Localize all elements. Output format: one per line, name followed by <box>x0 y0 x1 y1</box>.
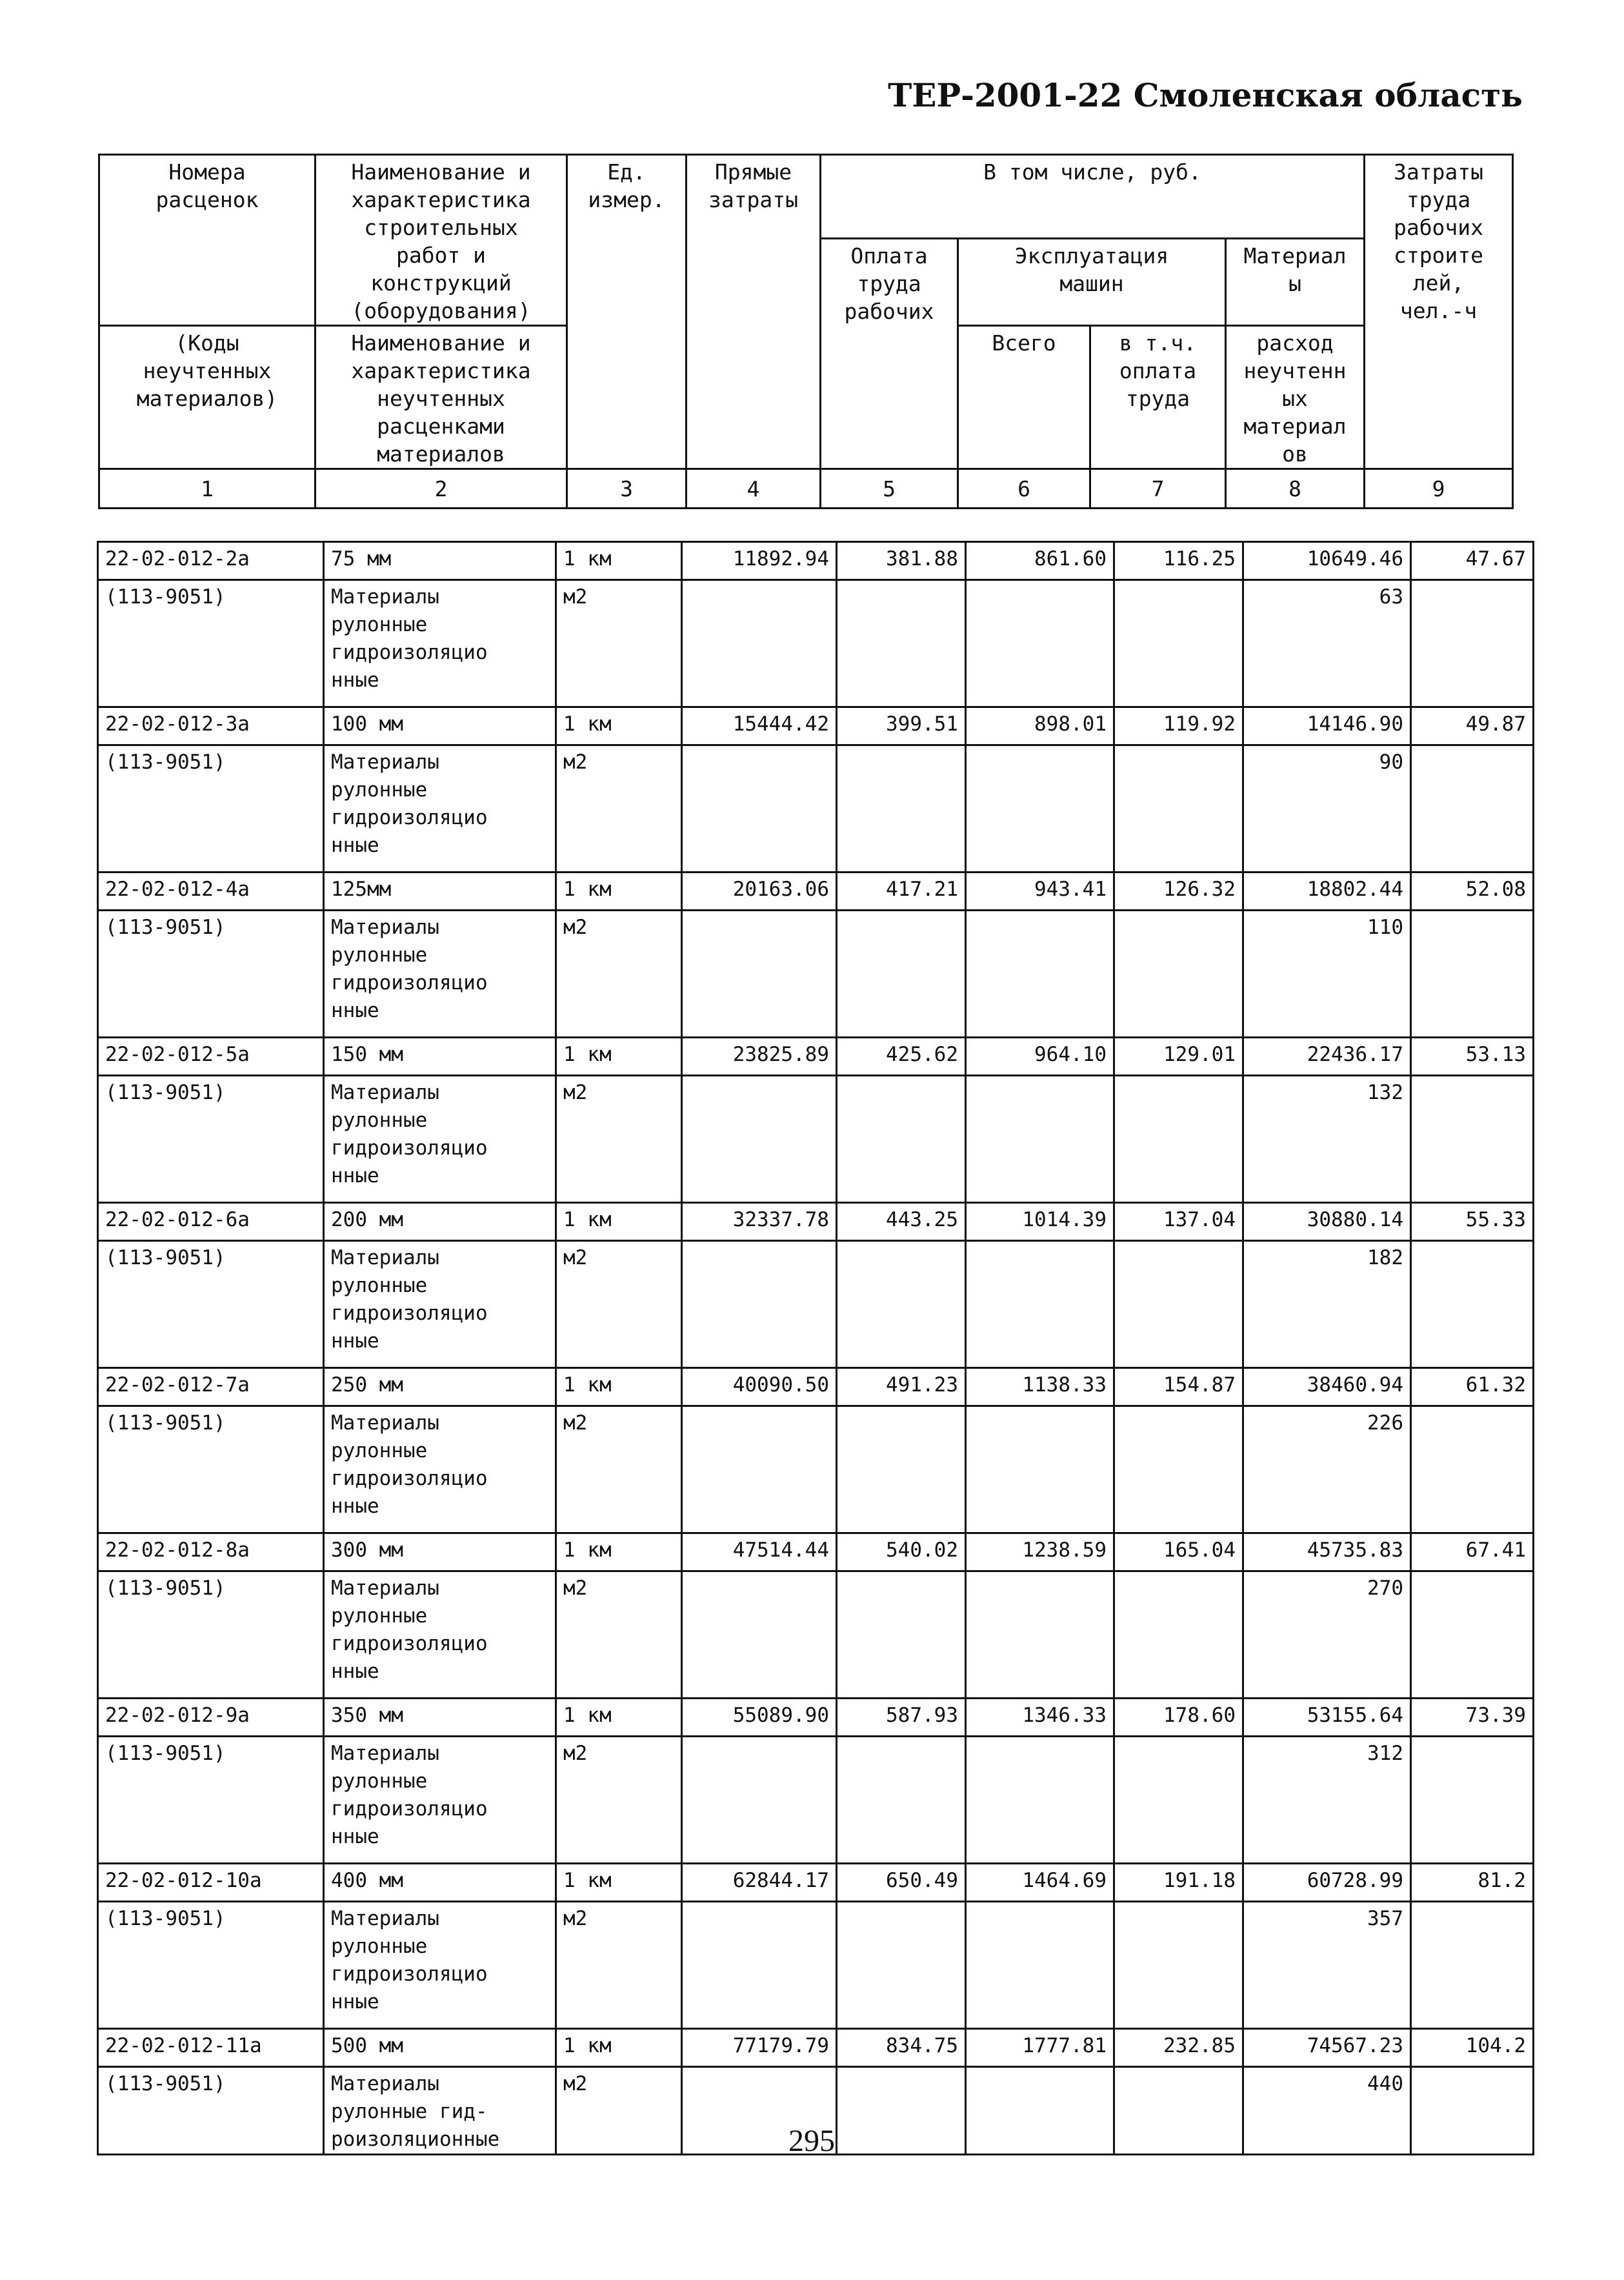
empty-cell <box>966 1737 1114 1864</box>
materials: 60728.99 <box>1243 1864 1411 1902</box>
machines-total: 898.01 <box>966 707 1114 745</box>
material-quantity: 312 <box>1243 1737 1411 1864</box>
material-quantity: 132 <box>1243 1076 1411 1203</box>
work-name: 250 мм <box>324 1368 556 1406</box>
empty-cell <box>682 1902 837 2029</box>
material-quantity: 440 <box>1243 2067 1411 2155</box>
machines-total: 943.41 <box>966 873 1114 911</box>
empty-cell <box>682 1571 837 1699</box>
material-code: (113-9051) <box>98 1241 324 1368</box>
labor-costs: 61.32 <box>1411 1368 1534 1406</box>
direct-costs: 20163.06 <box>682 873 837 911</box>
material-unit: м2 <box>556 2067 682 2155</box>
materials: 10649.46 <box>1243 542 1411 580</box>
machines-total: 1238.59 <box>966 1533 1114 1571</box>
unit: 1 км <box>556 2029 682 2067</box>
column-number: 7 <box>1090 469 1226 509</box>
material-row <box>98 1737 1534 1864</box>
direct-costs: 62844.17 <box>682 1864 837 1902</box>
table-row <box>98 1533 1534 1571</box>
empty-cell <box>1114 580 1243 707</box>
empty-cell <box>1114 1076 1243 1203</box>
header-material-consumption: расход неучтенн ых материал ов <box>1226 326 1365 469</box>
header-direct-costs: Прямые затраты <box>687 155 821 469</box>
empty-cell <box>682 745 837 873</box>
materials: 18802.44 <box>1243 873 1411 911</box>
wages: 381.88 <box>837 542 966 580</box>
table-header <box>98 154 1514 509</box>
material-row <box>98 1571 1534 1699</box>
labor-costs: 81.2 <box>1411 1864 1534 1902</box>
unit: 1 км <box>556 1038 682 1076</box>
header-work-name: Наименование и характеристика строительных работ и конструкций (оборудования) <box>316 155 567 326</box>
material-name: Материалы рулонные гидроизоляцио нные <box>324 745 556 873</box>
empty-cell <box>1411 1076 1534 1203</box>
labor-costs: 53.13 <box>1411 1038 1534 1076</box>
rate-code: 22-02-012-7а <box>98 1368 324 1406</box>
material-quantity: 226 <box>1243 1406 1411 1533</box>
work-name: 100 мм <box>324 707 556 745</box>
work-name: 400 мм <box>324 1864 556 1902</box>
rate-code: 22-02-012-4а <box>98 873 324 911</box>
work-name: 125мм <box>324 873 556 911</box>
column-number: 3 <box>567 469 687 509</box>
labor-costs: 47.67 <box>1411 542 1534 580</box>
unit: 1 км <box>556 1699 682 1737</box>
column-number: 2 <box>316 469 567 509</box>
empty-cell <box>1411 1737 1534 1864</box>
empty-cell <box>966 580 1114 707</box>
empty-cell <box>1411 1571 1534 1699</box>
direct-costs: 32337.78 <box>682 1203 837 1241</box>
header-including: В том числе, руб. <box>821 155 1365 239</box>
empty-cell <box>682 580 837 707</box>
header-labor-costs: Затраты труда рабочих строите лей, чел.-ч <box>1365 155 1513 469</box>
rate-code: 22-02-012-11а <box>98 2029 324 2067</box>
empty-cell <box>1114 2067 1243 2155</box>
material-code: (113-9051) <box>98 2067 324 2155</box>
header-material-codes: (Коды неучтенных материалов) <box>99 326 316 469</box>
wages: 425.62 <box>837 1038 966 1076</box>
empty-cell <box>837 1571 966 1699</box>
labor-costs: 104.2 <box>1411 2029 1534 2067</box>
empty-cell <box>966 1571 1114 1699</box>
materials: 74567.23 <box>1243 2029 1411 2067</box>
materials: 53155.64 <box>1243 1699 1411 1737</box>
wages: 443.25 <box>837 1203 966 1241</box>
empty-cell <box>837 1737 966 1864</box>
wages: 650.49 <box>837 1864 966 1902</box>
wages: 491.23 <box>837 1368 966 1406</box>
labor-costs: 55.33 <box>1411 1203 1534 1241</box>
machines-total: 1138.33 <box>966 1368 1114 1406</box>
empty-cell <box>966 1902 1114 2029</box>
empty-cell <box>966 911 1114 1038</box>
material-unit: м2 <box>556 745 682 873</box>
table-row <box>98 707 1534 745</box>
rate-code: 22-02-012-10а <box>98 1864 324 1902</box>
material-quantity: 270 <box>1243 1571 1411 1699</box>
rate-code: 22-02-012-9а <box>98 1699 324 1737</box>
rates-table <box>97 541 1534 2155</box>
material-code: (113-9051) <box>98 911 324 1038</box>
unit: 1 км <box>556 1203 682 1241</box>
labor-costs: 73.39 <box>1411 1699 1534 1737</box>
rate-code: 22-02-012-8а <box>98 1533 324 1571</box>
material-code: (113-9051) <box>98 1571 324 1699</box>
empty-cell <box>682 911 837 1038</box>
unit: 1 км <box>556 707 682 745</box>
machines-wages: 178.60 <box>1114 1699 1243 1737</box>
material-name: Материалы рулонные гидроизоляцио нные <box>324 1406 556 1533</box>
direct-costs: 40090.50 <box>682 1368 837 1406</box>
material-unit: м2 <box>556 580 682 707</box>
table-row <box>98 1864 1534 1902</box>
work-name: 200 мм <box>324 1203 556 1241</box>
material-code: (113-9051) <box>98 1737 324 1864</box>
material-quantity: 110 <box>1243 911 1411 1038</box>
material-name: Материалы рулонные гидроизоляцио нные <box>324 1241 556 1368</box>
empty-cell <box>837 1241 966 1368</box>
machines-wages: 165.04 <box>1114 1533 1243 1571</box>
empty-cell <box>1114 1406 1243 1533</box>
material-quantity: 63 <box>1243 580 1411 707</box>
rate-code: 22-02-012-2а <box>98 542 324 580</box>
empty-cell <box>682 1406 837 1533</box>
work-name: 500 мм <box>324 2029 556 2067</box>
empty-cell <box>1411 1241 1534 1368</box>
material-unit: м2 <box>556 1406 682 1533</box>
empty-cell <box>1114 911 1243 1038</box>
material-name: Материалы рулонные гидроизоляцио нные <box>324 580 556 707</box>
machines-wages: 129.01 <box>1114 1038 1243 1076</box>
material-row <box>98 745 1534 873</box>
machines-wages: 154.87 <box>1114 1368 1243 1406</box>
empty-cell <box>966 745 1114 873</box>
rate-code: 22-02-012-6а <box>98 1203 324 1241</box>
header-material-names: Наименование и характеристика неучтенных расценками материалов <box>316 326 567 469</box>
unit: 1 км <box>556 873 682 911</box>
material-name: Материалы рулонные гидроизоляцио нные <box>324 1737 556 1864</box>
empty-cell <box>966 1076 1114 1203</box>
material-name: Материалы рулонные гидроизоляцио нные <box>324 911 556 1038</box>
machines-wages: 232.85 <box>1114 2029 1243 2067</box>
table-row <box>98 1203 1534 1241</box>
machines-total: 1346.33 <box>966 1699 1114 1737</box>
labor-costs: 52.08 <box>1411 873 1534 911</box>
empty-cell <box>682 1076 837 1203</box>
material-name: Материалы рулонные гидроизоляцио нные <box>324 1076 556 1203</box>
labor-costs: 67.41 <box>1411 1533 1534 1571</box>
direct-costs: 47514.44 <box>682 1533 837 1571</box>
column-number: 9 <box>1365 469 1513 509</box>
unit: 1 км <box>556 542 682 580</box>
unit: 1 км <box>556 1864 682 1902</box>
materials: 45735.83 <box>1243 1533 1411 1571</box>
header-materials: Материал ы <box>1226 239 1365 326</box>
table-row <box>98 1368 1534 1406</box>
material-code: (113-9051) <box>98 1406 324 1533</box>
material-quantity: 182 <box>1243 1241 1411 1368</box>
table-row <box>98 542 1534 580</box>
materials: 38460.94 <box>1243 1368 1411 1406</box>
material-code: (113-9051) <box>98 1902 324 2029</box>
column-number: 1 <box>99 469 316 509</box>
machines-wages: 126.32 <box>1114 873 1243 911</box>
work-name: 150 мм <box>324 1038 556 1076</box>
table-row <box>98 873 1534 911</box>
direct-costs: 23825.89 <box>682 1038 837 1076</box>
empty-cell <box>682 1241 837 1368</box>
machines-wages: 119.92 <box>1114 707 1243 745</box>
material-row <box>98 1076 1534 1203</box>
header-rate-numbers: Номера расценок <box>99 155 316 326</box>
empty-cell <box>966 1406 1114 1533</box>
material-row <box>98 580 1534 707</box>
machines-total: 1014.39 <box>966 1203 1114 1241</box>
header-machines-total: Всего <box>958 326 1090 469</box>
empty-cell <box>1114 1737 1243 1864</box>
machines-wages: 137.04 <box>1114 1203 1243 1241</box>
empty-cell <box>837 1902 966 2029</box>
empty-cell <box>837 1406 966 1533</box>
wages: 399.51 <box>837 707 966 745</box>
rate-code: 22-02-012-5а <box>98 1038 324 1076</box>
direct-costs: 55089.90 <box>682 1699 837 1737</box>
material-row <box>98 1241 1534 1368</box>
header-unit: Ед. измер. <box>567 155 687 469</box>
material-row <box>98 1406 1534 1533</box>
materials: 14146.90 <box>1243 707 1411 745</box>
table-row <box>98 2029 1534 2067</box>
material-row <box>98 1902 1534 2029</box>
column-number: 6 <box>958 469 1090 509</box>
wages: 834.75 <box>837 2029 966 2067</box>
page-number: 295 <box>788 2124 835 2158</box>
empty-cell <box>1114 1902 1243 2029</box>
material-name: Материалы рулонные гидроизоляцио нные <box>324 1902 556 2029</box>
direct-costs: 15444.42 <box>682 707 837 745</box>
material-unit: м2 <box>556 1902 682 2029</box>
empty-cell <box>1411 745 1534 873</box>
empty-cell <box>1114 745 1243 873</box>
machines-total: 861.60 <box>966 542 1114 580</box>
empty-cell <box>682 1737 837 1864</box>
material-name: Материалы рулонные гидроизоляцио нные <box>324 1571 556 1699</box>
empty-cell <box>1411 580 1534 707</box>
empty-cell <box>837 745 966 873</box>
wages: 417.21 <box>837 873 966 911</box>
table-row <box>98 1038 1534 1076</box>
material-quantity: 357 <box>1243 1902 1411 2029</box>
material-row <box>98 911 1534 1038</box>
header-wages: Оплата труда рабочих <box>821 239 958 469</box>
header-machines-wages: в т.ч. оплата труда <box>1090 326 1226 469</box>
empty-cell <box>1114 1571 1243 1699</box>
empty-cell <box>837 911 966 1038</box>
unit: 1 км <box>556 1368 682 1406</box>
work-name: 350 мм <box>324 1699 556 1737</box>
material-code: (113-9051) <box>98 580 324 707</box>
empty-cell <box>1411 911 1534 1038</box>
machines-total: 1777.81 <box>966 2029 1114 2067</box>
material-unit: м2 <box>556 911 682 1038</box>
direct-costs: 77179.79 <box>682 2029 837 2067</box>
materials: 22436.17 <box>1243 1038 1411 1076</box>
empty-cell <box>837 580 966 707</box>
materials: 30880.14 <box>1243 1203 1411 1241</box>
empty-cell <box>1411 1406 1534 1533</box>
rate-code: 22-02-012-3а <box>98 707 324 745</box>
empty-cell <box>837 1076 966 1203</box>
column-number: 5 <box>821 469 958 509</box>
labor-costs: 49.87 <box>1411 707 1534 745</box>
work-name: 75 мм <box>324 542 556 580</box>
column-number: 8 <box>1226 469 1365 509</box>
empty-cell <box>1114 1241 1243 1368</box>
machines-wages: 116.25 <box>1114 542 1243 580</box>
header-machines: Эксплуатация машин <box>958 239 1226 326</box>
empty-cell <box>966 2067 1114 2155</box>
material-code: (113-9051) <box>98 745 324 873</box>
table-row <box>98 1699 1534 1737</box>
empty-cell <box>966 1241 1114 1368</box>
material-name: Материалы рулонные гид- роизоляционные <box>324 2067 556 2155</box>
empty-cell <box>1411 2067 1534 2155</box>
unit: 1 км <box>556 1533 682 1571</box>
material-unit: м2 <box>556 1076 682 1203</box>
column-number: 4 <box>687 469 821 509</box>
empty-cell <box>1411 1902 1534 2029</box>
material-unit: м2 <box>556 1571 682 1699</box>
page-title: ТЕР-2001-22 Смоленская область <box>888 76 1523 114</box>
wages: 540.02 <box>837 1533 966 1571</box>
material-unit: м2 <box>556 1241 682 1368</box>
machines-wages: 191.18 <box>1114 1864 1243 1902</box>
machines-total: 964.10 <box>966 1038 1114 1076</box>
wages: 587.93 <box>837 1699 966 1737</box>
work-name: 300 мм <box>324 1533 556 1571</box>
material-code: (113-9051) <box>98 1076 324 1203</box>
machines-total: 1464.69 <box>966 1864 1114 1902</box>
material-unit: м2 <box>556 1737 682 1864</box>
direct-costs: 11892.94 <box>682 542 837 580</box>
material-quantity: 90 <box>1243 745 1411 873</box>
